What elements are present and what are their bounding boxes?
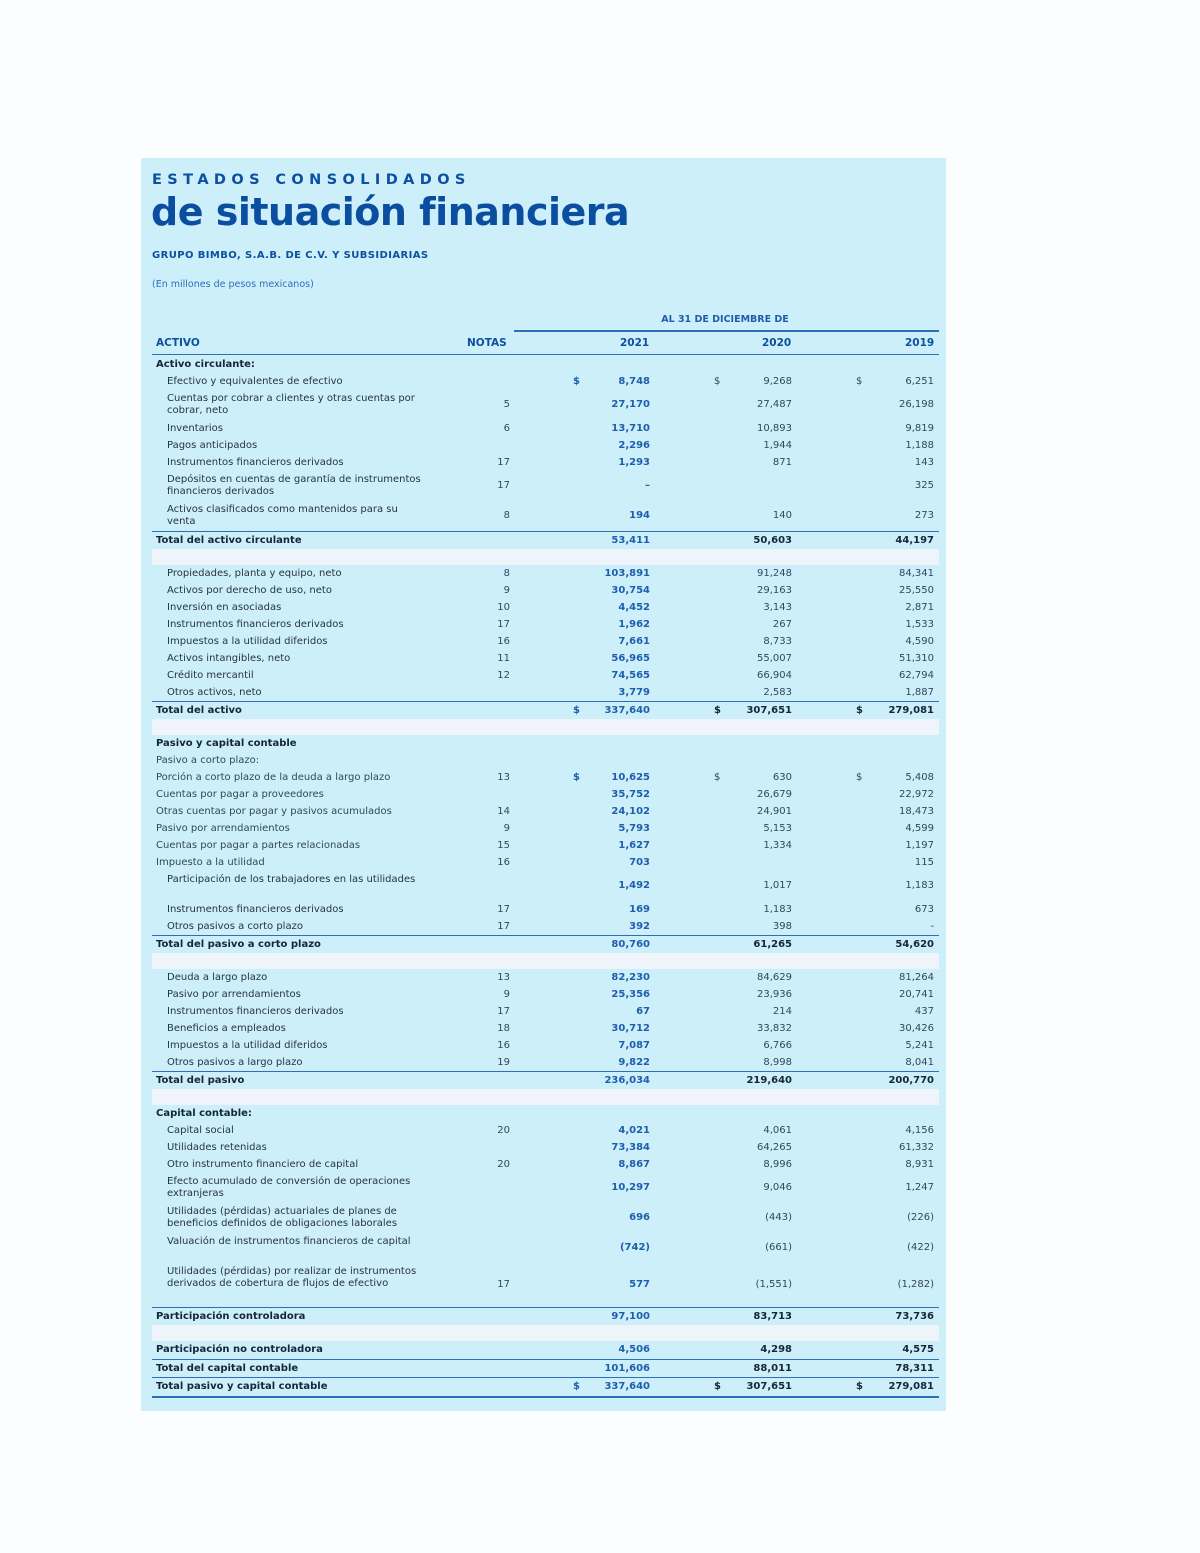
row-label: Participación de los trabajadores en las utilidades [167,874,416,885]
table-row [152,471,939,501]
value-2021: 5,793 [618,823,650,834]
row-label: Total pasivo y capital contable [156,1381,328,1392]
table-row [152,437,939,454]
value-2019: 200,770 [888,1075,934,1086]
table-row [152,454,939,471]
currency-symbol: $ [856,772,863,783]
row-label: Porción a corto plazo de la deuda a largo plazo [156,772,391,783]
row-note: 9 [503,823,510,834]
row-note: 13 [497,972,510,983]
value-2019: 5,241 [905,1040,934,1051]
value-2020: 9,046 [763,1182,792,1193]
table-row [152,373,939,390]
row-label: Otros activos, neto [167,687,262,698]
table-row [152,786,939,803]
value-2020: 8,733 [763,636,792,647]
value-2021: (742) [619,1242,650,1253]
table-row [152,1203,939,1233]
row-label: Depósitos en cuentas de garantía de instrumentos financieros derivados [167,474,421,497]
value-2021: 30,712 [611,1023,650,1034]
value-2021: 10,297 [611,1182,650,1193]
header-rule [152,354,939,355]
row-label: Efecto acumulado de conversión de operaciones extranjeras [167,1176,411,1199]
row-note: 20 [497,1125,510,1136]
row-label: Pasivo por arrendamientos [156,823,290,834]
table-row [152,390,939,420]
value-2020: 630 [772,772,792,783]
value-2020: 214 [772,1006,792,1017]
value-2020: 64,265 [757,1142,792,1153]
value-2020: 3,143 [763,602,792,613]
currency-symbol: $ [714,705,721,716]
row-label: Instrumentos financieros derivados [167,904,344,915]
row-label: Participación no controladora [156,1344,323,1355]
value-2020: 4,061 [763,1125,792,1136]
row-label: Otros pasivos a largo plazo [167,1057,303,1068]
row-label: Otros pasivos a corto plazo [167,921,303,932]
value-2019: 279,081 [888,1381,934,1392]
row-note: 9 [503,585,510,596]
value-2021: 4,452 [618,602,650,613]
value-2020: 6,766 [763,1040,792,1051]
row-label: Total del activo circulante [156,535,302,546]
spacer-row [152,953,939,969]
row-label: Activos intangibles, neto [167,653,291,664]
table-row [152,752,939,769]
spacer-row [152,719,939,735]
row-label: Instrumentos financieros derivados [167,619,344,630]
value-2021: 103,891 [604,568,650,579]
value-2020: (443) [765,1212,792,1223]
value-2021: 236,034 [604,1075,650,1086]
value-2019: 1,197 [905,840,934,851]
value-2021: 80,760 [611,939,650,950]
row-label: Inventarios [167,423,223,434]
currency-symbol: $ [714,376,721,387]
table-row [152,837,939,854]
value-2020: 871 [772,457,792,468]
table-row [152,1307,939,1326]
value-2020: 88,011 [753,1363,792,1374]
value-2019: 1,247 [905,1182,934,1193]
value-2021: 8,748 [618,376,650,387]
value-2021: 9,822 [618,1057,650,1068]
units-note: (En millones de pesos mexicanos) [152,279,314,290]
value-2021: 8,867 [618,1159,650,1170]
value-2019: 4,156 [905,1125,934,1136]
row-note: 19 [497,1057,510,1068]
table-row [152,1263,939,1307]
currency-symbol: $ [714,1381,721,1392]
row-note: 20 [497,1159,510,1170]
col-activo: ACTIVO [156,337,200,349]
currency-symbol: $ [573,1381,580,1392]
row-label: Activos por derecho de uso, neto [167,585,332,596]
table-row [152,420,939,437]
value-2021: 35,752 [611,789,650,800]
currency-symbol: $ [856,705,863,716]
value-2019: 4,575 [902,1344,934,1355]
row-note: 13 [497,772,510,783]
value-2019: 54,620 [895,939,934,950]
value-2019: 22,972 [899,789,934,800]
value-2019: 1,183 [905,880,934,891]
table-row [152,356,939,373]
row-label: Pasivo por arrendamientos [167,989,301,1000]
row-note: 17 [497,619,510,630]
value-2019: (226) [907,1212,934,1223]
value-2019: 273 [914,510,934,521]
row-label: Valuación de instrumentos financieros de capital [167,1236,411,1247]
value-2021: 1,492 [618,880,650,891]
value-2020: 50,603 [753,535,792,546]
value-2019: 437 [914,1006,934,1017]
row-note: 17 [497,1279,510,1290]
value-2021: 56,965 [611,653,650,664]
value-2021: 194 [629,510,650,521]
table-row [152,531,939,550]
value-2021: 3,779 [618,687,650,698]
value-2021: 696 [629,1212,650,1223]
table-row [152,633,939,650]
value-2021: 10,625 [611,772,650,783]
value-2021: 13,710 [611,423,650,434]
value-2019: 73,736 [895,1311,934,1322]
row-label: Activo circulante: [156,359,255,370]
value-2020: 398 [772,921,792,932]
value-2019: (1,282) [897,1279,934,1290]
table-row [152,803,939,820]
value-2019: 4,590 [905,636,934,647]
row-note: 18 [497,1023,510,1034]
value-2019: - [930,921,934,932]
currency-symbol: $ [573,772,580,783]
value-2020: 1,017 [763,880,792,891]
value-2021: 67 [636,1006,650,1017]
currency-symbol: $ [856,1381,863,1392]
row-label: Cuentas por pagar a proveedores [156,789,324,800]
value-2021: 30,754 [611,585,650,596]
value-2021: 1,962 [618,619,650,630]
value-2021: 577 [629,1279,650,1290]
table-row [152,1122,939,1139]
statement-kicker: ESTADOS CONSOLIDADOS [152,172,471,188]
value-2021: – [645,480,650,491]
value-2019: 84,341 [899,568,934,579]
table-row [152,1173,939,1203]
row-label: Activos clasificados como mantenidos para su venta [167,504,398,527]
row-label: Utilidades (pérdidas) por realizar de instrumentos derivados de cobertura de flujos de efectivo [167,1266,417,1289]
table-row [152,599,939,616]
row-label: Utilidades (pérdidas) actuariales de planes de beneficios definidos de obligaciones laborales [167,1206,398,1229]
value-2021: 703 [629,857,650,868]
table-row [152,667,939,684]
value-2020: 5,153 [763,823,792,834]
table-row [152,871,939,901]
value-2019: 143 [914,457,934,468]
table-row [152,918,939,935]
row-label: Capital social [167,1125,234,1136]
period-heading: AL 31 DE DICIEMBRE DE [661,314,789,325]
table-row [152,650,939,667]
value-2019: 673 [914,904,934,915]
value-2021: 337,640 [604,705,650,716]
currency-symbol: $ [573,705,580,716]
value-2019: 325 [914,480,934,491]
value-2020: 83,713 [753,1311,792,1322]
value-2021: 392 [629,921,650,932]
value-2021: 53,411 [611,535,650,546]
table-row [152,969,939,986]
row-label: Pasivo a corto plazo: [156,755,260,766]
period-rule [514,330,939,332]
value-2020: 307,651 [746,1381,792,1392]
row-note: 17 [497,904,510,915]
value-2019: 279,081 [888,705,934,716]
value-2021: 24,102 [611,806,650,817]
table-row [152,769,939,786]
table-row [152,1359,939,1378]
value-2020: 1,183 [763,904,792,915]
value-2020: 26,679 [757,789,792,800]
value-2020: 267 [772,619,792,630]
table-row [152,1377,939,1398]
row-note: 12 [497,670,510,681]
value-2020: 23,936 [757,989,792,1000]
row-note: 8 [503,510,510,521]
value-2020: 24,901 [757,806,792,817]
value-2020: 8,998 [763,1057,792,1068]
currency-symbol: $ [856,376,863,387]
table-row [152,1139,939,1156]
table-row [152,1156,939,1173]
table-row [152,935,939,954]
value-2020: 307,651 [746,705,792,716]
row-note: 17 [497,921,510,932]
table-row [152,820,939,837]
value-2019: 4,599 [905,823,934,834]
value-2021: 7,087 [618,1040,650,1051]
table-row [152,1105,939,1122]
value-2019: 9,819 [905,423,934,434]
value-2019: 44,197 [895,535,934,546]
row-note: 5 [503,399,510,410]
value-2019: 6,251 [905,376,934,387]
value-2021: 2,296 [618,440,650,451]
row-note: 10 [497,602,510,613]
value-2021: 27,170 [611,399,650,410]
value-2019: 30,426 [899,1023,934,1034]
value-2019: 78,311 [895,1363,934,1374]
value-2021: 73,384 [611,1142,650,1153]
row-note: 17 [497,480,510,491]
value-2020: 219,640 [746,1075,792,1086]
value-2019: 18,473 [899,806,934,817]
row-label: Instrumentos financieros derivados [167,1006,344,1017]
col-2020: 2020 [762,337,792,349]
col-2021: 2021 [620,337,650,349]
value-2020: 84,629 [757,972,792,983]
row-note: 8 [503,568,510,579]
row-label: Otras cuentas por pagar y pasivos acumulados [156,806,392,817]
row-label: Impuestos a la utilidad diferidos [167,1040,328,1051]
row-note: 16 [497,636,510,647]
spacer-row [152,1089,939,1105]
table-row [152,565,939,582]
currency-symbol: $ [714,772,721,783]
value-2019: 1,533 [905,619,934,630]
value-2021: 101,606 [604,1363,650,1374]
value-2019: 115 [914,857,934,868]
value-2020: 8,996 [763,1159,792,1170]
table-row [152,501,939,531]
row-label: Total del activo [156,705,242,716]
col-notas: NOTAS [467,337,507,349]
row-label: Otro instrumento financiero de capital [167,1159,359,1170]
value-2020: (1,551) [755,1279,792,1290]
row-label: Crédito mercantil [167,670,254,681]
row-label: Total del capital contable [156,1363,299,1374]
value-2021: 97,100 [611,1311,650,1322]
currency-symbol: $ [573,376,580,387]
row-label: Participación controladora [156,1311,306,1322]
spacer-row [152,549,939,565]
table-row [152,1037,939,1054]
value-2020: 61,265 [753,939,792,950]
table-row [152,986,939,1003]
row-label: Utilidades retenidas [167,1142,267,1153]
table-row [152,1233,939,1263]
row-label: Capital contable: [156,1108,252,1119]
value-2019: 51,310 [899,653,934,664]
value-2020: 66,904 [757,670,792,681]
value-2020: 1,334 [763,840,792,851]
value-2019: 8,931 [905,1159,934,1170]
value-2019: 20,741 [899,989,934,1000]
row-note: 15 [497,840,510,851]
row-note: 11 [497,653,510,664]
row-note: 17 [497,1006,510,1017]
table-row [152,1003,939,1020]
row-note: 16 [497,857,510,868]
value-2020: 91,248 [757,568,792,579]
value-2020: 4,298 [760,1344,792,1355]
table-row [152,684,939,701]
table-row [152,1020,939,1037]
value-2020: (661) [765,1242,792,1253]
value-2021: 1,293 [618,457,650,468]
table-row [152,735,939,752]
row-label: Pagos anticipados [167,440,258,451]
value-2020: 140 [772,510,792,521]
spacer-row [152,1325,939,1341]
value-2019: 8,041 [905,1057,934,1068]
value-2021: 337,640 [604,1381,650,1392]
value-2019: 2,871 [905,602,934,613]
statement-title: de situación financiera [151,190,630,234]
row-label: Total del pasivo [156,1075,245,1086]
table-row [152,582,939,599]
value-2019: 1,887 [905,687,934,698]
value-2021: 82,230 [611,972,650,983]
value-2021: 4,021 [618,1125,650,1136]
company-name: GRUPO BIMBO, S.A.B. DE C.V. Y SUBSIDIARIAS [152,250,429,261]
row-note: 6 [503,423,510,434]
value-2021: 1,627 [618,840,650,851]
value-2020: 10,893 [757,423,792,434]
value-2019: 1,188 [905,440,934,451]
value-2021: 7,661 [618,636,650,647]
value-2019: 25,550 [899,585,934,596]
table-row [152,1054,939,1071]
value-2020: 33,832 [757,1023,792,1034]
table-row [152,901,939,918]
row-label: Instrumentos financieros derivados [167,457,344,468]
value-2020: 55,007 [757,653,792,664]
value-2019: 81,264 [899,972,934,983]
row-note: 9 [503,989,510,1000]
value-2020: 9,268 [763,376,792,387]
value-2019: 26,198 [899,399,934,410]
value-2021: 25,356 [611,989,650,1000]
value-2020: 1,944 [763,440,792,451]
value-2020: 27,487 [757,399,792,410]
row-label: Deuda a largo plazo [167,972,268,983]
value-2020: 29,163 [757,585,792,596]
row-label: Inversión en asociadas [167,602,282,613]
row-label: Propiedades, planta y equipo, neto [167,568,342,579]
row-note: 17 [497,457,510,468]
table-row [152,854,939,871]
value-2019: 5,408 [905,772,934,783]
value-2021: 74,565 [611,670,650,681]
row-label: Impuestos a la utilidad diferidos [167,636,328,647]
row-note: 14 [497,806,510,817]
value-2020: 2,583 [763,687,792,698]
value-2021: 169 [629,904,650,915]
col-2019: 2019 [905,337,935,349]
value-2019: (422) [907,1242,934,1253]
row-label: Pasivo y capital contable [156,738,297,749]
value-2019: 61,332 [899,1142,934,1153]
row-label: Efectivo y equivalentes de efectivo [167,376,343,387]
row-label: Total del pasivo a corto plazo [156,939,321,950]
table-row [152,616,939,633]
row-label: Impuesto a la utilidad [156,857,265,868]
row-note: 16 [497,1040,510,1051]
value-2021: 4,506 [618,1344,650,1355]
row-label: Beneficios a empleados [167,1023,286,1034]
row-label: Cuentas por pagar a partes relacionadas [156,840,361,851]
row-label: Cuentas por cobrar a clientes y otras cuentas por cobrar, neto [167,393,415,416]
value-2019: 62,794 [899,670,934,681]
table-row [152,1341,939,1359]
